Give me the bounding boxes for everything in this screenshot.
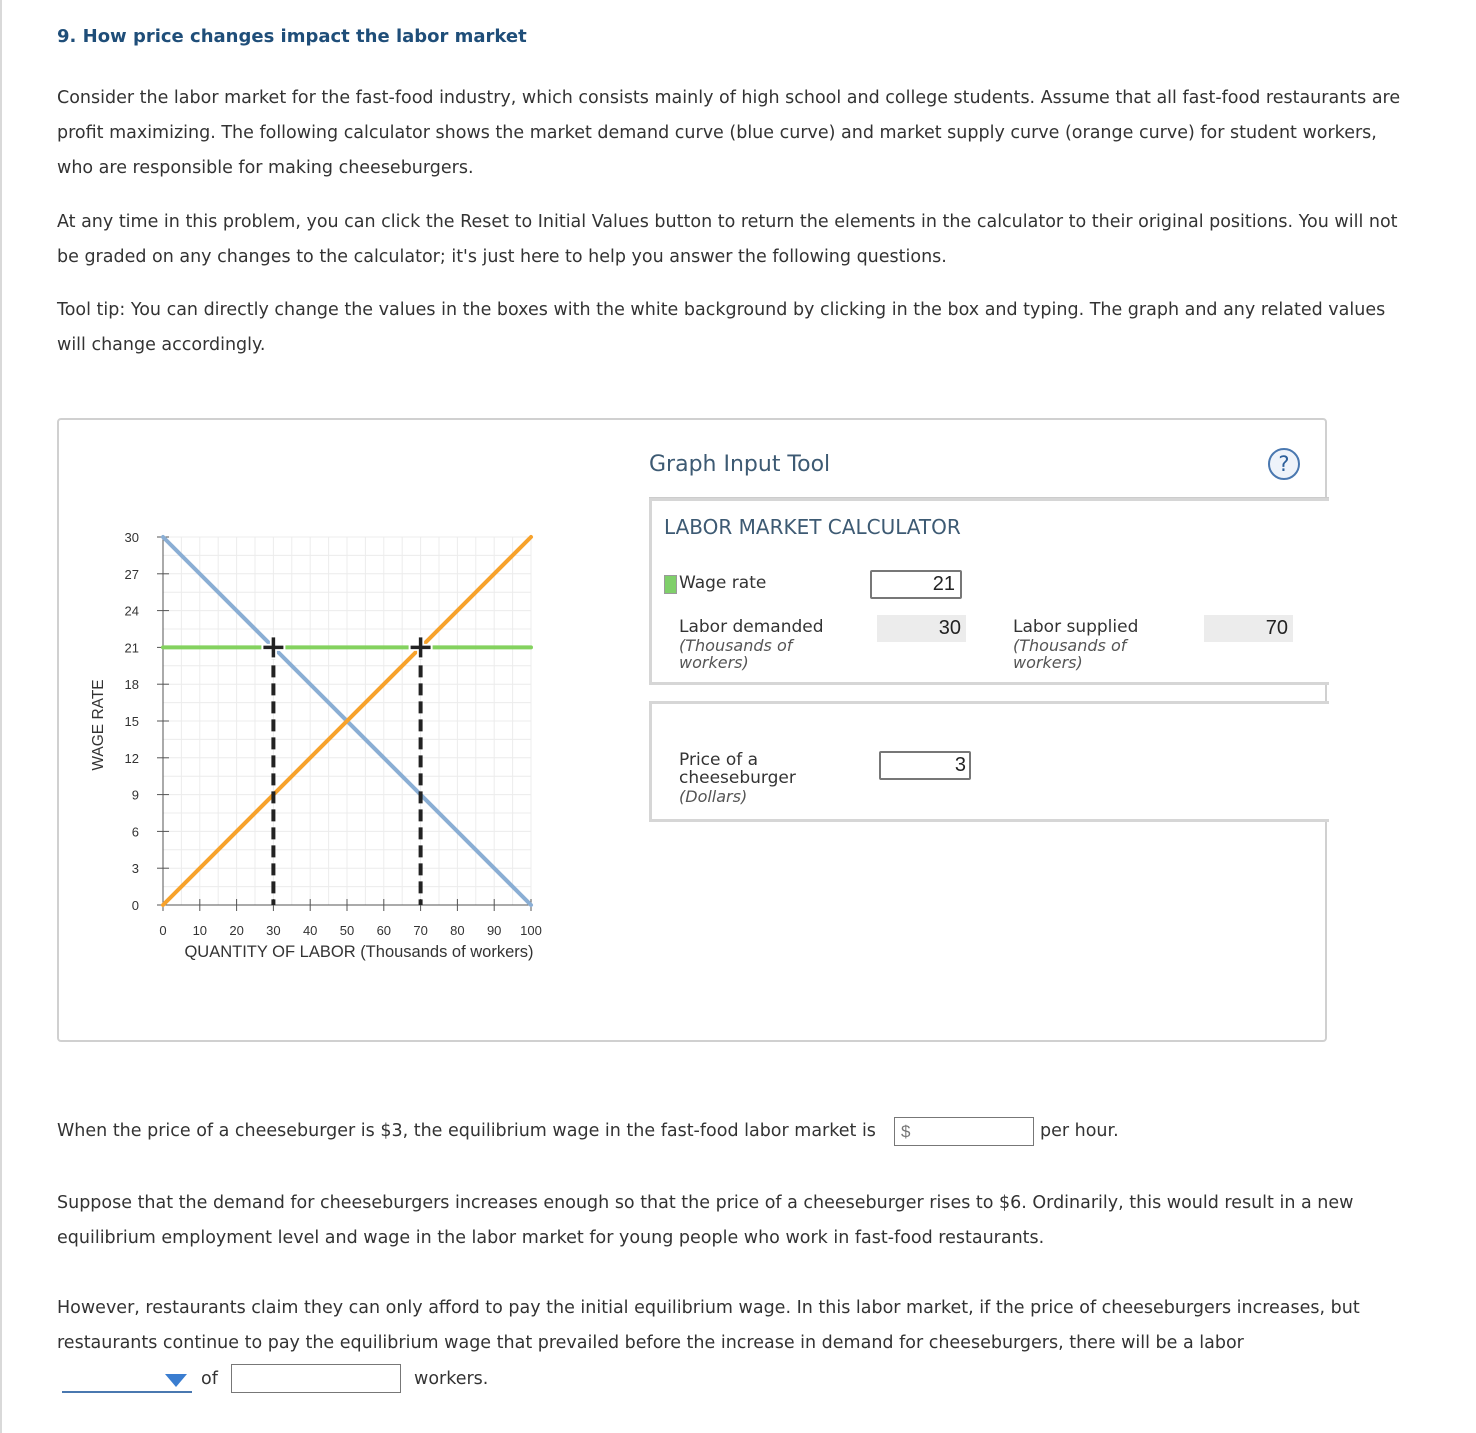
shortage-surplus-dropdown[interactable] xyxy=(62,1367,192,1393)
y-tick-label: 21 xyxy=(124,640,139,656)
x-tick-label: 50 xyxy=(339,923,355,938)
calculator-title: LABOR MARKET CALCULATOR xyxy=(664,515,961,539)
x-tick-label: 30 xyxy=(266,923,281,938)
question-1-text: When the price of a cheeseburger is $3, the equilibrium wage in the fast-food labor market is xyxy=(57,1121,876,1141)
chevron-down-icon xyxy=(165,1374,187,1387)
x-tick-label: 20 xyxy=(229,923,244,938)
help-icon[interactable]: ? xyxy=(1268,448,1300,480)
question-1-suffix: per hour. xyxy=(1040,1121,1119,1141)
wage-rate-label: Wage rate xyxy=(679,573,767,593)
labor-supplied-label: Labor supplied xyxy=(1013,617,1139,637)
labor-demanded-label: Labor demanded xyxy=(679,617,824,637)
x-axis-title: QUANTITY OF LABOR (Thousands of workers) xyxy=(184,943,534,961)
page-title: 9. How price changes impact the labor market xyxy=(57,26,527,47)
wage-color-swatch xyxy=(664,575,677,594)
labor-supplied-unit-1: (Thousands of xyxy=(1013,636,1127,655)
labor-market-chart[interactable] xyxy=(59,420,649,1000)
y-tick-label: 27 xyxy=(124,566,139,582)
labor-demanded-unit-1: (Thousands of xyxy=(679,636,793,655)
x-tick-label: 60 xyxy=(376,923,392,938)
labor-demanded-unit-2: workers) xyxy=(679,653,749,672)
y-tick-label: 15 xyxy=(124,714,139,729)
y-tick-label: 3 xyxy=(131,861,139,877)
y-tick-label: 12 xyxy=(124,750,139,766)
x-tick-label: 40 xyxy=(302,923,318,938)
x-tick-label: 90 xyxy=(486,923,502,938)
equilibrium-wage-input[interactable] xyxy=(894,1117,1034,1146)
y-tick-label: 0 xyxy=(131,898,139,913)
question-2-paragraph: Suppose that the demand for cheeseburgers increases enough so that the price of a cheeseburger rises to $6. Ordinarily, this would result in a new equilibrium employment level and wage in the labor market for young people who work in fast-food restaurants. xyxy=(57,1193,1354,1248)
y-tick-label: 30 xyxy=(124,530,139,545)
y-tick-label: 6 xyxy=(131,824,139,840)
y-tick-label: 24 xyxy=(124,603,139,619)
of-label: of xyxy=(201,1369,218,1389)
wage-rate-input[interactable] xyxy=(870,570,962,599)
price-unit-label: (Dollars) xyxy=(679,787,748,806)
price-label-line-1: Price of a xyxy=(679,750,759,770)
y-tick-label: 18 xyxy=(124,677,139,693)
workers-amount-input[interactable] xyxy=(231,1364,401,1393)
cheeseburger-price-input[interactable] xyxy=(879,751,971,780)
workers-label: workers. xyxy=(414,1369,489,1389)
y-axis-title: WAGE RATE xyxy=(90,679,107,771)
intro-paragraph-2: At any time in this problem, you can click the Reset to Initial Values button to return the elements in the calculator to their original positions. You will not be graded on any changes to the calculator; it's just here to help you answer the following questions. xyxy=(57,212,1398,267)
y-tick-label: 9 xyxy=(131,787,139,803)
labor-demanded-value: 30 xyxy=(877,615,966,642)
question-3-paragraph: However, restaurants claim they can only afford to pay the initial equilibrium wage. In this labor market, if the price of cheeseburgers increases, but restaurants continue to pay the equilibrium wage that prevailed before the increase in demand for cheeseburgers, there will be a labor xyxy=(57,1298,1360,1353)
graph-input-tool xyxy=(57,418,1327,1042)
labor-supplied-unit-2: workers) xyxy=(1013,653,1083,672)
graph-input-tool-title: Graph Input Tool xyxy=(649,452,831,477)
x-tick-label: 70 xyxy=(413,923,428,938)
intro-paragraph-1: Consider the labor market for the fast-food industry, which consists mainly of high school and college students. Assume that all fast-food restaurants are profit maximizing. The following calculator shows the market demand curve (blue curve) and market supply curve (orange curve) for student workers, who are responsible for making cheeseburgers. xyxy=(57,88,1401,178)
x-tick-label: 10 xyxy=(192,923,208,938)
tool-tip-paragraph: Tool tip: You can directly change the values in the boxes with the white background by clicking in the box and typing. The graph and any related values will change accordingly. xyxy=(57,300,1386,355)
x-tick-label: 0 xyxy=(159,923,167,938)
price-panel xyxy=(649,701,1329,822)
x-tick-label: 100 xyxy=(520,923,542,938)
price-label-line-2: cheeseburger xyxy=(679,768,796,788)
labor-supplied-value: 70 xyxy=(1204,615,1293,642)
x-tick-label: 80 xyxy=(450,923,465,938)
labor-market-calculator xyxy=(649,498,1329,685)
left-border xyxy=(0,0,2,1433)
